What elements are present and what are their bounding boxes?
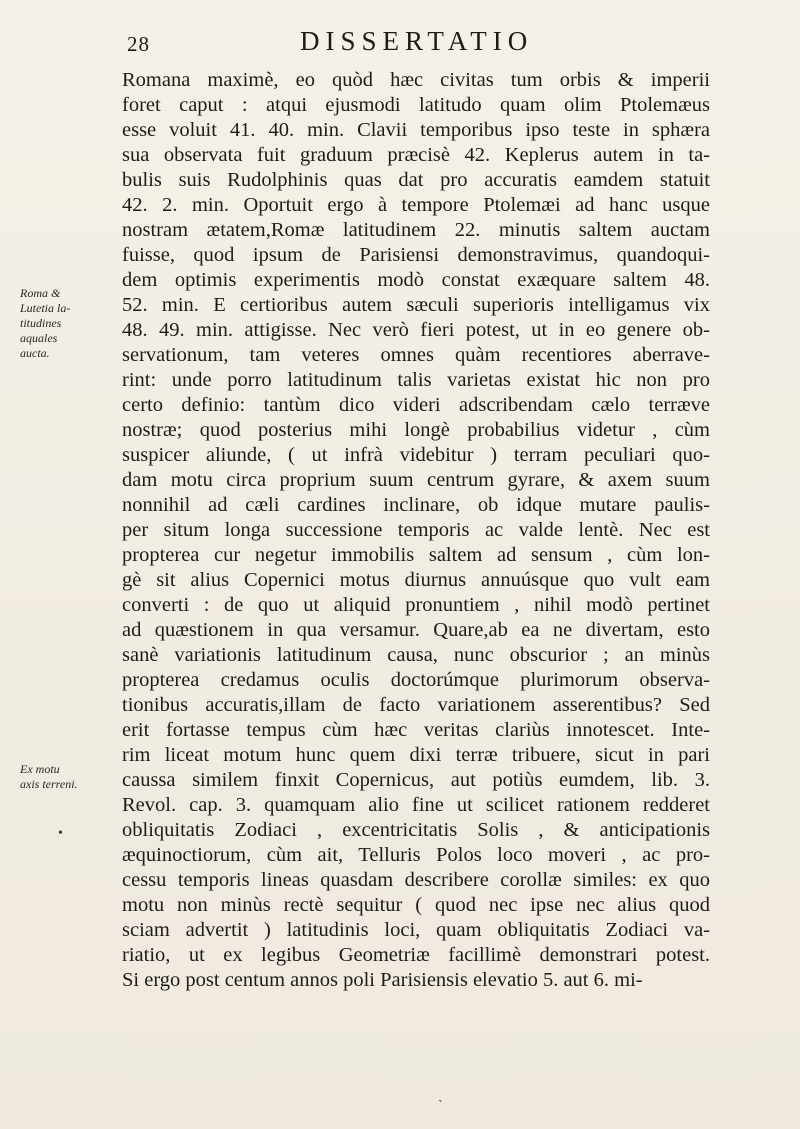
- text-line: sua observata fuit graduum præcisè 42. Keplerus autem in ta-: [122, 144, 710, 166]
- text-line: certo definio: tantùm dico videri adscribendam cælo terræve: [122, 394, 710, 416]
- text-line: ad quæstionem in qua versamur. Quare,ab ea ne divertam, esto: [122, 619, 710, 641]
- page-header: [0, 20, 800, 60]
- text-line: 48. 49. min. attigisse. Nec verò fieri potest, ut in eo genere ob-: [122, 319, 710, 341]
- text-line: gè sit alius Copernici motus diurnus annuúsque quo vult eam: [122, 569, 710, 591]
- text-line: converti : de quo ut aliquid pronuntiem , nihil modò pertinet: [122, 594, 710, 616]
- text-line: riatio, ut ex legibus Geometriæ facillimè demonstrari potest.: [122, 944, 710, 966]
- marginal-note-line: titudines: [20, 316, 62, 330]
- text-line: erit fortasse tempus cùm hæc veritas clariùs innotescet. Inte-: [122, 719, 710, 741]
- text-line: dem optimis experimentis modò constat exæquare saltem 48.: [122, 269, 710, 291]
- text-line: caussa similem finxit Copernicus, aut potiùs eumdem, lib. 3.: [122, 769, 710, 791]
- marginal-note-roma-lutetia: [20, 286, 110, 361]
- text-line: obliquitatis Zodiaci , excentricitatis Solis , & anticipationis: [122, 819, 710, 841]
- marginal-note-line: aquales: [20, 331, 58, 345]
- text-line: per situm longa successione temporis ac valde lentè. Nec est: [122, 519, 710, 541]
- marginal-note-motus-axis: [20, 762, 110, 792]
- text-line: dam motu circa proprium suum centrum gyrare, & axem suum: [122, 469, 710, 491]
- page-number: 28: [127, 32, 150, 56]
- text-line: fuisse, quod ipsum de Parisiensi demonstravimus, quandoqui-: [122, 244, 710, 266]
- text-line: 52. min. E certioribus autem sæculi superioris intelligamus vix: [122, 294, 710, 316]
- text-line: rint: unde porro latitudinum talis varietas existat hic non pro: [122, 369, 710, 391]
- stray-mark: •: [58, 826, 63, 841]
- text-line: cessu temporis lineas quasdam describere corollæ similes: ex quo: [122, 869, 710, 891]
- text-line: nostræ; quod posterius mihi longè probabilius videtur , cùm: [122, 419, 710, 441]
- text-line: propterea credamus oculis doctorúmque plurimorum observa-: [122, 669, 710, 691]
- running-head: DISSERTATIO: [300, 26, 534, 56]
- stray-mark: ˏ: [438, 1088, 443, 1103]
- text-line: Si ergo post centum annos poli Parisiensis elevatio 5. aut 6. mi-: [122, 969, 643, 991]
- marginal-note-line: aucta.: [20, 346, 50, 360]
- text-line: nostram ætatem,Romæ latitudinem 22. minutis saltem auctam: [122, 219, 710, 241]
- body-text: [122, 68, 710, 993]
- text-line: æquinoctiorum, cùm ait, Telluris Polos loco moveri , ac pro-: [122, 844, 710, 866]
- text-line: suspicer aliunde, ( ut infrà videbitur ) terram peculiari quo-: [122, 444, 710, 466]
- text-line: nonnihil ad cæli cardines inclinare, ob idque mutare paulis-: [122, 494, 710, 516]
- text-line: sanè variationis latitudinum causa, nunc obscurior ; an minùs: [122, 644, 710, 666]
- text-line: servationum, tam veteres omnes quàm recentiores aberrave-: [122, 344, 710, 366]
- marginal-note-line: Ex motu: [20, 762, 60, 776]
- text-line: rim liceat motum hunc quem dixi terræ tribuere, sicut in pari: [122, 744, 710, 766]
- text-line: tionibus accuratis,illam de facto variationem asserentibus? Sed: [122, 694, 710, 716]
- text-line: bulis suis Rudolphinis quas dat pro accuratis eamdem statuit: [122, 169, 710, 191]
- text-line: Romana maximè, eo quòd hæc civitas tum orbis & imperii: [122, 69, 710, 91]
- marginal-note-line: Lutetia la-: [20, 301, 71, 315]
- marginal-note-line: Roma &: [20, 286, 61, 300]
- text-line: Revol. cap. 3. quamquam alio fine ut scilicet rationem redderet: [122, 794, 710, 816]
- text-line: propterea cur negetur immobilis saltem ad sensum , cùm lon-: [122, 544, 710, 566]
- text-line: motu non minùs rectè sequitur ( quod nec ipse nec alius quod: [122, 894, 710, 916]
- text-line: 42. 2. min. Oportuit ergo à tempore Ptolemæi ad hanc usque: [122, 194, 710, 216]
- text-line: foret caput : atqui ejusmodi latitudo quam olim Ptolemæus: [122, 94, 710, 116]
- marginal-note-line: axis terreni.: [20, 777, 78, 791]
- text-line: sciam advertit ) latitudinis loci, quam obliquitatis Zodiaci va-: [122, 919, 710, 941]
- text-line: esse voluit 41. 40. min. Clavii temporibus ipso teste in sphæra: [122, 119, 710, 141]
